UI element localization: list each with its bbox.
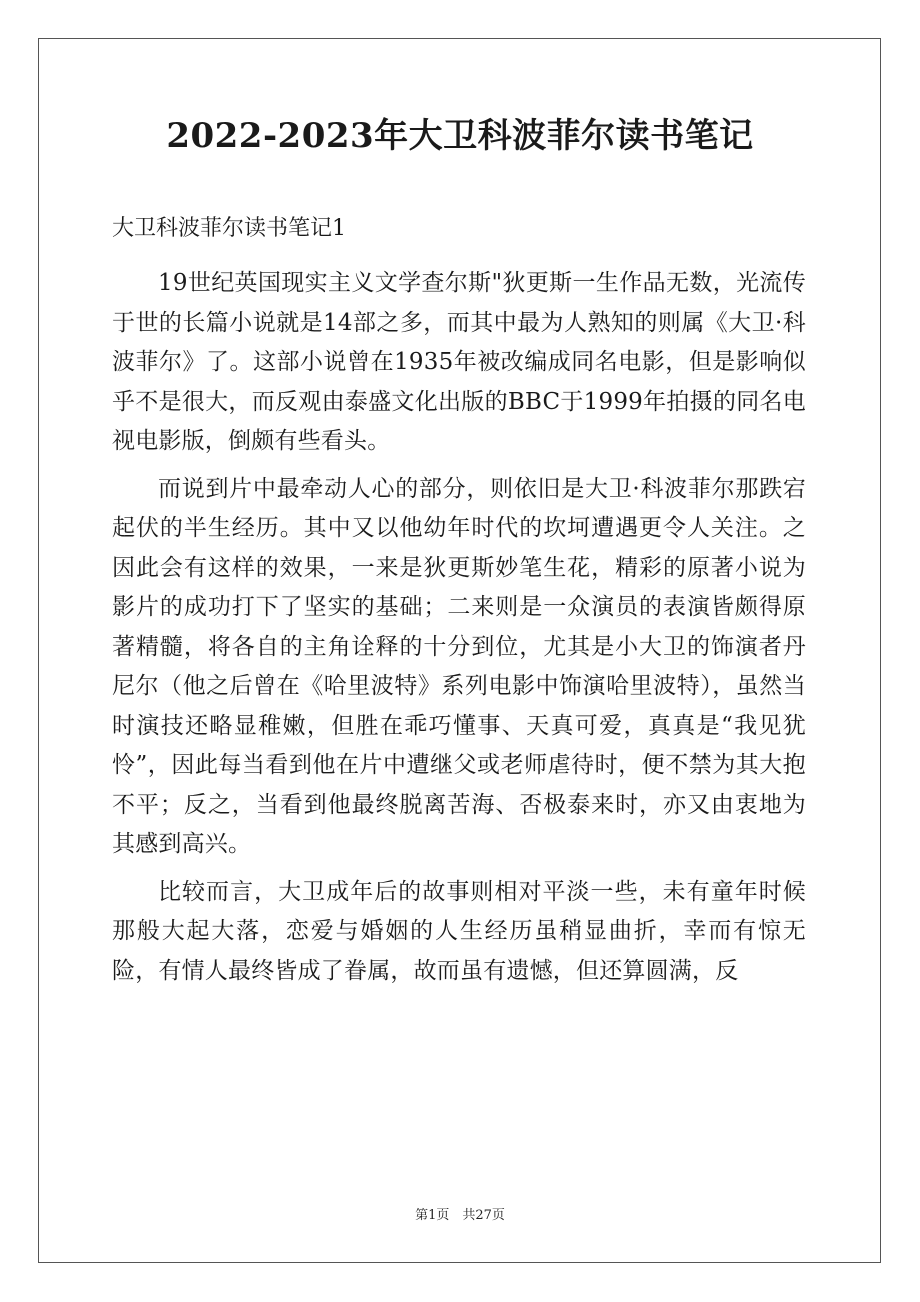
paragraph: 比较而言，大卫成年后的故事则相对平淡一些，未有童年时候那般大起大落，恋爱与婚姻的人生经历虽稍显曲折，幸而有惊无险，有情人最终皆成了眷属，故而虽有遗憾，但还算圆满，反 xyxy=(112,878,806,984)
page-number-footer: 第1页 共27页 xyxy=(415,1208,505,1223)
paragraph: 19世纪英国现实主义文学查尔斯"狄更斯一生作品无数，光流传于世的长篇小说就是14部之多，而其中最为人熟知的则属《大卫·科波菲尔》了。这部小说曾在1935年被改编成同名电影，但是影响似乎不是很大，而反观由泰盛文化出版的BBC于1999年拍摄的同名电视电影版，倒颇有些看头。 xyxy=(112,270,806,454)
document-body xyxy=(112,264,806,999)
section-heading: 大卫科波菲尔读书笔记1 xyxy=(112,216,346,241)
document-title: 2022-2023年大卫科波菲尔读书笔记 xyxy=(166,116,754,156)
paragraph: 而说到片中最牵动人心的部分，则依旧是大卫·科波菲尔那跌宕起伏的半生经历。其中又以他幼年时代的坎坷遭遇更令人关注。之因此会有这样的效果，一来是狄更斯妙笔生花，精彩的原著小说为影片的成功打下了坚实的基础；二来则是一众演员的表演皆颇得原著精髓，将各自的主角诠释的十分到位，尤其是小大卫的饰演者丹尼尔（他之后曾在《哈里波特》系列电影中饰演哈里波特），虽然当时演技还略显稚嫩，但胜在乖巧懂事、天真可爱，真真是“我见犹怜”，因此每当看到他在片中遭继父或老师虐待时，便不禁为其大抱不平；反之，当看到他最终脱离苦海、否极泰来时，亦又由衷地为其感到高兴。 xyxy=(112,475,806,857)
